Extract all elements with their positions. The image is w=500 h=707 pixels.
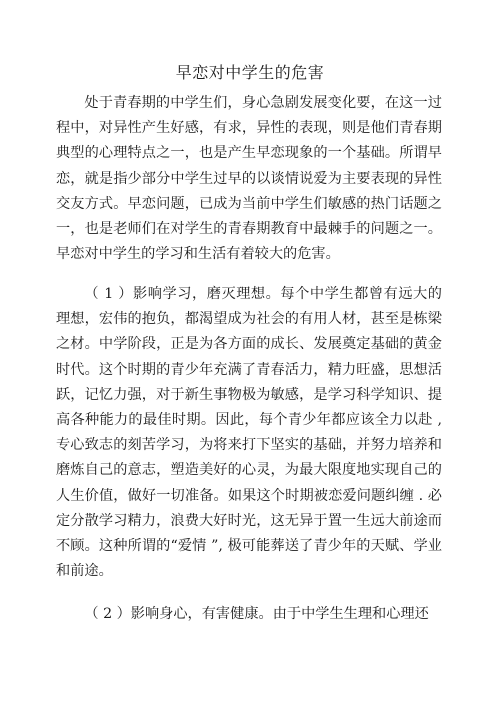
document-title: 早恋对中学生的危害	[175, 63, 325, 82]
paragraph-intro: 处于青春期的中学生们，身心急剧发展变化要，在这一过程中，对异性产生好感，有求，异性的表现，则是他们青春期典型的心理特点之一，也是产生早恋现象的一个基础。所谓早恋，就是指少部分中学生过早的以谈情说爱为主要表现的异性交友方式。早恋问题，已成为当前中学生们敏感的热门话题之一，也是老师们在对学生的青春期教育中最棘手的问题之一。早恋对中学生的学习和生活有着较大的危害。	[56, 95, 442, 263]
paragraph-point-2: （ 2 ）影响身心，有害健康。由于中学生生理和心理还	[84, 606, 429, 622]
paragraph-point-1: （ 1 ）影响学习，磨灭理想。每个中学生都曾有远大的理想，宏伟的抱负，都渴望成为社会的有用人材，甚至是栋梁之材。中学阶段，正是为各方面的成长、发展奠定基础的黄金时代。这个时期的青少年充满了青春活力，精力旺盛，思想活跃，记忆力强，对于新生事物极为敏感，是学习科学知识、提高各种能力的最佳时期。因此，每个青少年都应该全力以赴 ,专心致志的刻苦学习，为将来打下坚实的基础，并努力培养和磨炼自己的意志，塑造美好的心灵，为最大限度地实现自己的人生价值，做好一切准备。如果这个时期被恋爱问题纠缠 . 必定分散学习精力，浪费大好时光，这无异于置一生远大前途而不顾。这种所谓的“爱情 ”, 极可能葬送了青少年的天赋、学业和前途。	[56, 286, 442, 580]
